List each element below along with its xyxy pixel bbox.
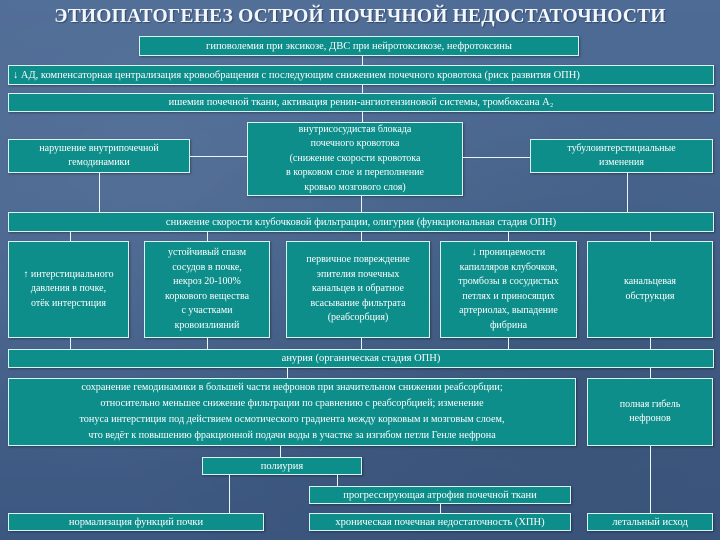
node-ischemia	[8, 93, 714, 112]
connector-line	[508, 338, 509, 349]
text-line: артериолах, выпадение	[459, 305, 558, 316]
text-line: давления в почке,	[30, 283, 107, 295]
text-line: канальцев и обратное	[312, 283, 404, 295]
text-line: некроз 20-100%	[173, 276, 241, 287]
node-intravascular-block	[247, 122, 463, 196]
connector-line	[440, 504, 441, 513]
text-line: кровью мозгового слоя)	[304, 181, 406, 193]
connector-line	[207, 232, 208, 241]
connector-line	[650, 368, 651, 378]
connector-line	[337, 475, 338, 486]
connector-line	[99, 173, 100, 212]
text-line: капилляров клубочков,	[459, 261, 558, 273]
text-line: нарушение внутрипочечной	[39, 142, 159, 154]
node-causes	[139, 36, 579, 56]
node-permeability	[440, 241, 577, 338]
connector-line	[650, 232, 651, 241]
text-line: с участками	[181, 305, 233, 316]
node-hemodynamics	[8, 139, 190, 173]
text-line: почечного кровотока	[310, 138, 400, 150]
node-hypotension-text: ↓ АД, компенсаторная централизация кровообращения с последующим снижением почечного кровотока (риск развития ОПН)	[13, 69, 580, 81]
node-lethal	[587, 513, 713, 531]
text-line: обструкция	[625, 290, 675, 302]
connector-line	[229, 475, 230, 513]
text-line: эпителия почечных	[316, 268, 400, 280]
connector-line	[362, 85, 363, 93]
node-atrophy-text: прогрессирующая атрофия почечной ткани	[343, 489, 537, 501]
node-nephron-death	[587, 378, 713, 446]
text-line: полная гибель	[619, 398, 681, 410]
text-line: кровоизлияний	[174, 319, 240, 331]
node-preservation	[8, 378, 576, 446]
node-vasospasm	[144, 241, 270, 338]
connector-line	[361, 232, 362, 241]
node-anuria	[8, 349, 714, 368]
text-line: нефронов	[629, 413, 671, 424]
node-normalization	[8, 513, 264, 531]
node-interstitial-pressure	[8, 241, 129, 338]
text-line: сосудов в почке,	[172, 261, 242, 273]
node-oliguria-text: снижение скорости клубочковой фильтрации, олигурия (функциональная стадия ОПН)	[165, 216, 557, 228]
text-line: тонуса интерстиция под действием осмотического градиента между корковым и мозговым слоем,	[79, 414, 505, 425]
text-line: фибрина	[489, 319, 528, 331]
node-polyuria-text: полиурия	[260, 460, 304, 472]
text-line: ↓ проницаемости	[471, 247, 546, 258]
connector-line	[70, 338, 71, 349]
node-polyuria	[202, 457, 362, 475]
text-line: коркового вещества	[164, 290, 250, 302]
connector-line	[287, 368, 288, 378]
text-line: (реабсорбция)	[327, 312, 389, 324]
node-anuria-text: анурия (органическая стадия ОПН)	[281, 353, 441, 364]
connector-line	[362, 56, 363, 65]
text-line: внутрисосудистая блокада	[298, 123, 412, 135]
diagram-title: ЭТИОПАТОГЕНЕЗ ОСТРОЙ ПОЧЕЧНОЙ НЕДОСТАТОЧНОСТИ	[54, 6, 666, 27]
text-line: в корковом слое и переполнение	[286, 167, 424, 179]
text-line: всасывание фильтрата	[310, 297, 406, 309]
connector-line	[463, 157, 530, 158]
text-line: петлях и приносящих	[462, 290, 555, 302]
connector-line	[362, 112, 363, 122]
connector-line	[650, 446, 651, 513]
node-causes-text: гиповолемия при эксикозе, ДВС при нейротоксикозе, нефротоксины	[206, 40, 512, 52]
connector-line	[508, 232, 509, 241]
connector-line	[627, 173, 628, 212]
node-tubulointerstitial	[530, 139, 713, 173]
text-line: гемодинамики	[68, 157, 130, 168]
text-line: тромбозы в сосудистых	[458, 276, 559, 287]
text-line: сохранение гемодинамики в большей части нефронов при значительном снижении реабсорбции;	[81, 382, 503, 393]
node-lethal-text: летальный исход	[612, 516, 688, 528]
text-line: канальцевая	[624, 276, 676, 287]
connector-line	[70, 232, 71, 241]
node-tubular-obstruction	[587, 241, 713, 338]
connector-line	[280, 446, 281, 457]
node-normalization-text: нормализация функций почки	[68, 516, 204, 528]
node-ckd-text: хроническая почечная недостаточность (ХПН)	[335, 516, 545, 528]
connector-line	[361, 338, 362, 349]
text-line: (снижение скорости кровотока	[289, 152, 421, 164]
connector-line	[207, 338, 208, 349]
text-line: относительно меньшее снижение фильтрации по сравнению с реабсорбцией; изменение	[100, 398, 484, 409]
text-line: тубулоинтерстициальные	[567, 142, 676, 154]
node-oliguria	[8, 212, 714, 232]
connector-line	[190, 156, 247, 157]
text-line: отёк интерстиция	[30, 297, 106, 309]
node-hypotension	[8, 65, 714, 85]
connector-line	[361, 196, 362, 212]
text-line: что ведёт к повышению фракционной подачи воды в участке за изгибом петли Генле нефрона	[88, 430, 496, 441]
connector-line	[650, 338, 651, 349]
text-line: изменения	[598, 157, 644, 168]
text-line: устойчивый спазм	[167, 247, 247, 258]
text-line: первичное повреждение	[306, 254, 410, 266]
node-atrophy	[309, 486, 571, 504]
node-ischemia-text: ишемия почечной ткани, активация ренин-ангиотензиновой системы, тромбоксана А₂	[168, 97, 554, 108]
text-line: ↑ интерстициального	[23, 268, 114, 280]
node-epithelium-damage	[286, 241, 430, 338]
node-ckd	[309, 513, 571, 531]
